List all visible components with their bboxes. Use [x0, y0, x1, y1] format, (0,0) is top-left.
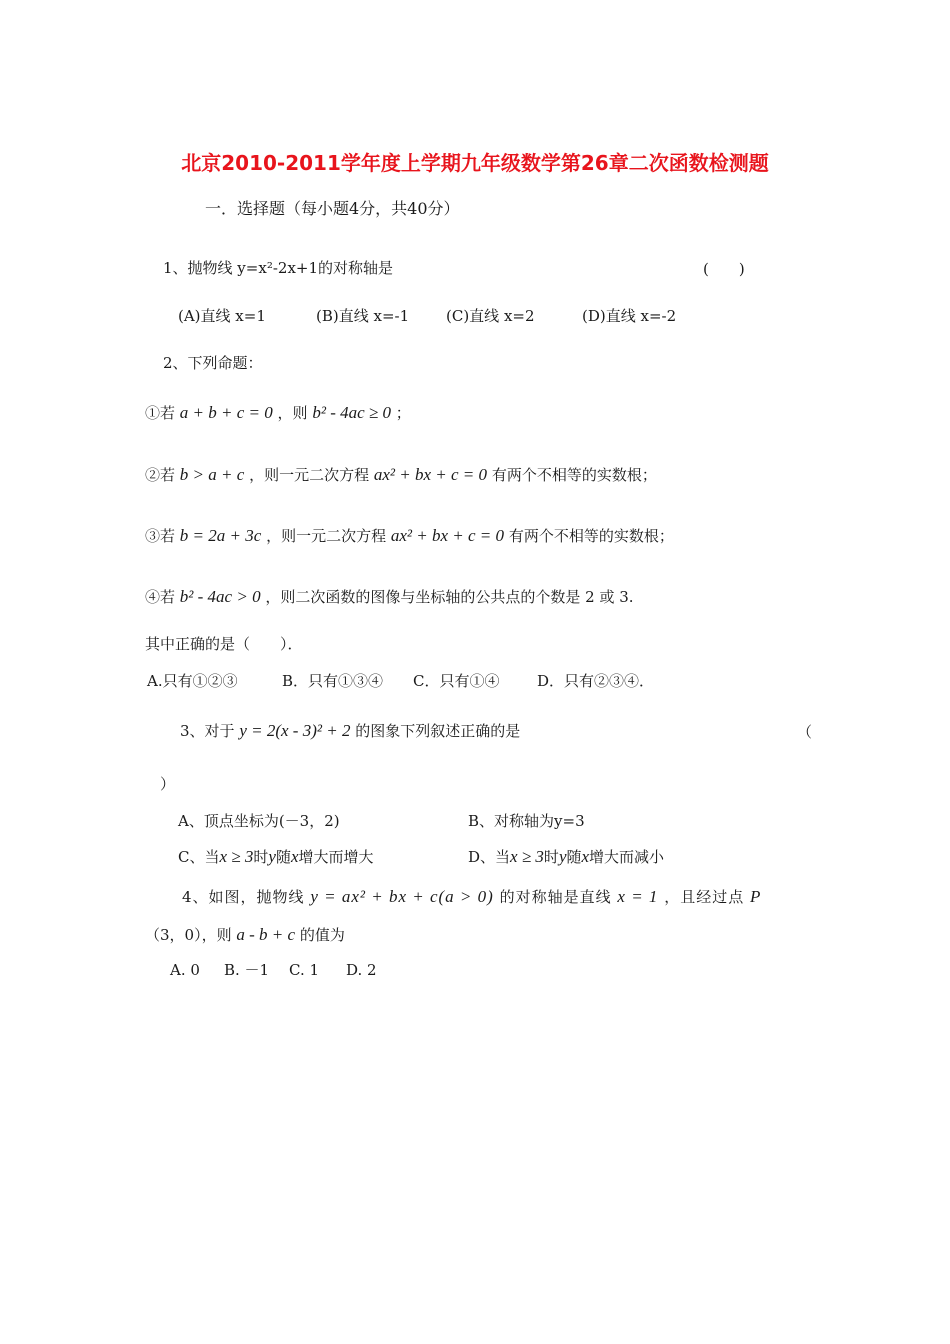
q4-mid2: ，且经过点 — [664, 888, 745, 906]
statement-3-prefix: ③若 — [145, 527, 176, 545]
q2-stem: 2、下列命题： — [163, 354, 263, 372]
statement-3-condition: b = 2a + 3c — [179, 526, 262, 545]
statement-2-condition: b > a + c — [179, 465, 245, 484]
q4-option-c: C. 1 — [289, 961, 320, 979]
statement-1-conclusion: b² - 4ac ≥ 0 — [312, 403, 391, 422]
page-title: 北京2010-2011学年度上学期九年级数学第26章二次函数检测题 — [181, 151, 769, 175]
q2-statement-2 — [145, 465, 657, 485]
q3-function: y = 2(x - 3)² + 2 — [239, 721, 351, 740]
q3-suffix: 的图象下列叙述正确的是 — [355, 722, 521, 740]
q2-option-c: C．只有①④ — [413, 672, 500, 690]
q3-d-prefix: D、当 — [468, 848, 511, 866]
statement-3-end: 有两个不相等的实数根； — [508, 527, 674, 545]
q3-c-x: x — [290, 847, 299, 866]
q2-option-d: D．只有②③④． — [537, 672, 655, 690]
q3-option-d — [468, 847, 664, 867]
q2-option-a: A.只有①②③ — [147, 672, 238, 690]
q4-point: P — [750, 887, 762, 906]
statement-4-end: ，则二次函数的图像与坐标轴的公共点的个数是 2 或 3. — [265, 588, 634, 606]
q3-option-c — [178, 847, 374, 867]
q2-statement-1 — [145, 403, 411, 423]
q4-mid: 的对称轴是直线 — [499, 888, 612, 906]
q4-option-a: A. 0 — [170, 961, 200, 979]
q3-c-when: 时 — [253, 848, 269, 866]
q3-paren-open: （ — [797, 723, 813, 741]
q3-paren-close: ） — [160, 775, 176, 793]
q3-d-with: 随 — [566, 848, 582, 866]
q1-option-b: (B)直线 x=-1 — [316, 307, 410, 325]
q3-option-a: A、顶点坐标为(－3，2) — [178, 812, 340, 830]
q3-c-condition: x ≥ 3 — [219, 847, 254, 866]
statement-1-mid: ，则 — [277, 404, 308, 422]
q1-answer-paren: ( ) — [703, 260, 745, 278]
q1-option-a: (A)直线 x=1 — [178, 307, 266, 325]
q3-d-end: 增大而减小 — [589, 848, 665, 866]
q2-statement-3 — [145, 526, 674, 546]
q3-d-condition: x ≥ 3 — [510, 847, 544, 866]
statement-2-mid: ，则一元二次方程 — [249, 466, 370, 484]
q4-prefix: 4、如图，抛物线 — [182, 888, 305, 906]
q2-option-b: B．只有①③④ — [282, 672, 384, 690]
q4-expression: a - b + c — [236, 925, 296, 944]
q4-line2-end: 的值为 — [299, 926, 345, 944]
statement-3-mid: ，则一元二次方程 — [266, 527, 387, 545]
q4-option-d: D. 2 — [346, 961, 377, 979]
statement-4-condition: b² - 4ac > 0 — [179, 587, 261, 606]
statement-2-end: 有两个不相等的实数根； — [491, 466, 657, 484]
statement-2-equation: ax² + bx + c = 0 — [373, 465, 488, 484]
q3-c-with: 随 — [275, 848, 291, 866]
q1-option-c: (C)直线 x=2 — [446, 307, 535, 325]
q1-stem: 1、抛物线 y=x²-2x+1的对称轴是 — [163, 259, 394, 277]
statement-4-prefix: ④若 — [145, 588, 176, 606]
q3-d-y: y — [558, 847, 567, 866]
q4-function: y = ax² + bx + c(a > 0) — [310, 887, 494, 906]
q4-line2-prefix: （3，0），则 — [145, 926, 232, 944]
q3-d-x: x — [581, 847, 590, 866]
q2-ask: 其中正确的是（ ）． — [145, 635, 303, 653]
q4-stem — [182, 887, 761, 907]
statement-1-prefix: ①若 — [145, 404, 176, 422]
q3-option-b: B、对称轴为y=3 — [468, 812, 585, 830]
q4-stem-line2 — [145, 925, 345, 945]
statement-3-equation: ax² + bx + c = 0 — [390, 526, 505, 545]
q4-axis: x = 1 — [617, 887, 659, 906]
q1-option-d: (D)直线 x=-2 — [582, 307, 677, 325]
q3-c-end: 增大而增大 — [298, 848, 374, 866]
statement-2-prefix: ②若 — [145, 466, 176, 484]
q3-c-y: y — [268, 847, 276, 866]
q3-prefix: 3、对于 — [180, 722, 235, 740]
q3-stem — [180, 721, 520, 741]
q3-c-prefix: C、当 — [178, 848, 220, 866]
q2-statement-4 — [145, 587, 634, 607]
q3-d-when: 时 — [543, 848, 559, 866]
statement-1-condition: a + b + c = 0 — [179, 403, 273, 422]
statement-1-end: ； — [395, 404, 411, 422]
q4-option-b: B. －1 — [224, 961, 270, 979]
section-heading: 一．选择题（每小题4分，共40分） — [205, 199, 460, 218]
